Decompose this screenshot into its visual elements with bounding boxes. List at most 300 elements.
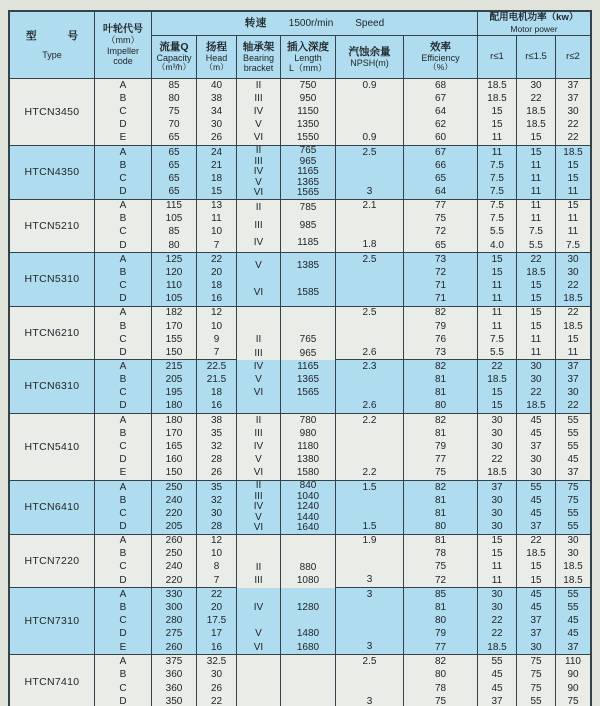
npsh-bottom-value: 2.6 bbox=[362, 400, 377, 412]
impeller-code-cell-value: A bbox=[119, 360, 127, 372]
head-cell bbox=[197, 360, 237, 414]
efficiency-cell-value: 81 bbox=[434, 387, 447, 399]
impeller-code-cell bbox=[95, 414, 152, 481]
power-r1-5-cell-value: 18.5 bbox=[526, 119, 546, 131]
bearing-bracket-cell bbox=[237, 588, 281, 655]
head-cell-value: 8 bbox=[213, 561, 220, 573]
impeller-code-cell-value: C bbox=[119, 280, 127, 292]
capacity-cell-value: 160 bbox=[165, 454, 183, 466]
capacity-cell-value: 330 bbox=[165, 588, 183, 600]
model-name-cell bbox=[10, 200, 95, 254]
npsh-cell bbox=[336, 253, 404, 307]
bearing-bracket-cell bbox=[237, 79, 281, 146]
head-cell bbox=[197, 307, 237, 361]
npsh-bottom-value: 2.2 bbox=[362, 467, 377, 479]
bearing-bracket-cell-value: VI bbox=[253, 187, 264, 199]
insert-length-cell-value bbox=[281, 320, 335, 333]
power-r1-cell-value: 45 bbox=[491, 682, 503, 694]
efficiency-cell-value: 80 bbox=[434, 669, 447, 681]
power-r2-cell bbox=[556, 588, 590, 655]
efficiency-cell-value: 73 bbox=[434, 346, 447, 358]
power-r1-cell bbox=[478, 414, 517, 481]
bearing-bracket-cell-value: II bbox=[255, 146, 262, 157]
power-r2-cell bbox=[556, 307, 590, 361]
power-r1-5-cell bbox=[517, 588, 556, 655]
efficiency-cell bbox=[404, 79, 478, 146]
impeller-code-cell-value: D bbox=[119, 454, 127, 466]
head-cell-value: 22.5 bbox=[206, 360, 227, 372]
head-cell-value: 20 bbox=[210, 266, 223, 278]
model-name-cell bbox=[10, 481, 95, 535]
power-r1-5-cell-value: 55 bbox=[530, 481, 542, 493]
npsh-top-value: 3 bbox=[366, 588, 373, 600]
bearing-bracket-cell-value: V bbox=[255, 260, 262, 272]
capacity-cell-value: 205 bbox=[165, 521, 183, 533]
bearing-bracket-cell-value: VI bbox=[253, 522, 264, 534]
power-r1-cell-value: 7.5 bbox=[490, 159, 504, 171]
efficiency-cell-value: 68 bbox=[434, 79, 447, 91]
impeller-code-cell bbox=[95, 655, 152, 706]
power-r1-5-cell bbox=[517, 360, 556, 414]
insert-length-cell bbox=[281, 200, 336, 254]
impeller-code-cell-value: E bbox=[119, 132, 127, 144]
model-block bbox=[10, 414, 590, 481]
impeller-code-cell-value: D bbox=[119, 293, 127, 305]
efficiency-label-cn: 效率 bbox=[430, 40, 451, 53]
power-r1-5-cell-value: 45 bbox=[530, 588, 542, 600]
power-r2-cell-value: 55 bbox=[567, 414, 579, 426]
power-r1-5-cell-value: 22 bbox=[530, 92, 542, 104]
head-cell-value: 15 bbox=[210, 186, 223, 198]
capacity-cell-value: 120 bbox=[165, 266, 183, 278]
impeller-code-cell-value: C bbox=[119, 172, 127, 184]
impeller-code-cell-value: A bbox=[119, 414, 127, 426]
capacity-cell-value: 182 bbox=[165, 307, 183, 319]
head-cell-value: 21.5 bbox=[206, 374, 227, 386]
efficiency-label-en: Efficiency bbox=[421, 52, 460, 63]
bearing-bracket-cell bbox=[237, 307, 281, 361]
bearing-bracket-cell-value: V bbox=[255, 119, 262, 131]
power-r1-cell-value: 15 bbox=[491, 119, 503, 131]
bearing-bracket-cell-value: IV bbox=[253, 601, 264, 613]
power-r1-5-cell-value: 75 bbox=[530, 669, 542, 681]
capacity-cell-value: 205 bbox=[165, 374, 183, 386]
bearing-bracket-cell bbox=[237, 253, 281, 307]
head-cell-value: 16 bbox=[210, 641, 223, 653]
bearing-bracket-cell-value: IV bbox=[253, 237, 264, 249]
impeller-code-cell-value: B bbox=[119, 92, 127, 104]
efficiency-cell-value: 82 bbox=[434, 481, 447, 493]
npsh-top-value: 2.5 bbox=[362, 253, 377, 265]
insert-length-cell-value bbox=[281, 307, 335, 320]
power-r1-5-cell bbox=[517, 79, 556, 146]
efficiency-cell-value: 72 bbox=[434, 574, 447, 586]
head-cell-value: 22 bbox=[210, 696, 223, 706]
capacity-cell-value: 260 bbox=[165, 535, 183, 547]
power-r1-5-cell-value: 75 bbox=[530, 655, 542, 667]
motor-power-label-en: Motor power bbox=[510, 23, 558, 34]
power-r1-cell-value: 11 bbox=[491, 561, 503, 573]
capacity-cell-value: 275 bbox=[165, 628, 183, 640]
efficiency-cell-value: 81 bbox=[434, 427, 447, 439]
capacity-cell-value: 170 bbox=[165, 320, 183, 332]
efficiency-cell-value: 81 bbox=[434, 494, 447, 506]
power-r1-5-cell-value: 7.5 bbox=[529, 226, 543, 238]
efficiency-cell-value: 82 bbox=[434, 655, 447, 667]
capacity-cell-value: 85 bbox=[168, 226, 180, 238]
power-r1-5-cell-value: 18.5 bbox=[526, 266, 546, 278]
capacity-cell-value: 220 bbox=[165, 507, 183, 519]
power-r2-cell-value: 22 bbox=[567, 132, 579, 144]
npsh-top-value: 2.5 bbox=[362, 655, 377, 667]
npsh-cell bbox=[336, 79, 404, 146]
insert-length-cell-value: 1440 bbox=[296, 511, 320, 523]
model-name-cell bbox=[10, 146, 95, 200]
insert-length-cell bbox=[281, 414, 336, 481]
power-r1-cell-value: 18.5 bbox=[487, 374, 507, 386]
power-r2-cell-value: 15 bbox=[567, 200, 579, 212]
capacity-cell-value: 240 bbox=[165, 561, 183, 573]
npsh-cell bbox=[336, 414, 404, 481]
efficiency-cell bbox=[404, 307, 478, 361]
capacity-cell-value: 150 bbox=[165, 346, 183, 358]
insert-length-cell-value: 1365 bbox=[296, 176, 320, 188]
head-cell bbox=[197, 535, 237, 589]
power-r2-cell-value: 22 bbox=[567, 307, 579, 319]
power-r1-cell-value: 37 bbox=[491, 481, 503, 493]
capacity-cell-value: 80 bbox=[168, 239, 180, 251]
head-cell-value: 26 bbox=[210, 467, 223, 479]
power-r1-cell-value: 30 bbox=[491, 494, 503, 506]
efficiency-cell-value: 80 bbox=[434, 400, 447, 412]
power-r1-cell-value: 7.5 bbox=[490, 186, 504, 198]
power-r1-cell-value: 30 bbox=[491, 507, 503, 519]
power-r1-5-cell bbox=[517, 253, 556, 307]
insert-length-cell bbox=[281, 360, 336, 414]
bearing-bracket-cell-value bbox=[237, 535, 280, 548]
impeller-code-cell-value: B bbox=[119, 320, 127, 332]
insert-length-cell bbox=[281, 481, 336, 535]
power-r1-cell-value: 18.5 bbox=[487, 641, 507, 653]
npsh-cell bbox=[336, 307, 404, 361]
insert-length-cell-value: 1385 bbox=[296, 260, 320, 272]
impeller-code-cell-value: A bbox=[119, 535, 127, 547]
efficiency-cell-value: 78 bbox=[434, 548, 447, 560]
head-cell-value: 17 bbox=[210, 628, 223, 640]
npsh-top-value: 2.5 bbox=[362, 307, 377, 319]
efficiency-cell-value: 77 bbox=[434, 200, 447, 212]
bearing-bracket-cell-value bbox=[237, 400, 280, 413]
head-cell bbox=[197, 655, 237, 706]
power-r1-cell-value: 15 bbox=[491, 387, 503, 399]
capacity-cell bbox=[152, 360, 197, 414]
efficiency-cell-value: 79 bbox=[434, 628, 447, 640]
impeller-code-cell-value: A bbox=[119, 79, 127, 91]
bearing-bracket-cell-value: VI bbox=[253, 641, 264, 653]
capacity-cell-value: 155 bbox=[165, 333, 183, 345]
bearing-bracket-cell-value: V bbox=[255, 511, 262, 523]
impeller-code-cell-value: A bbox=[119, 655, 127, 667]
power-r2-cell-value: 18.5 bbox=[563, 561, 583, 573]
head-cell-value: 30 bbox=[210, 669, 223, 681]
impeller-code-cell-value: B bbox=[119, 548, 127, 560]
power-r1-5-cell-value: 37 bbox=[530, 440, 542, 452]
bearing-bracket-cell-value: III bbox=[254, 219, 263, 231]
power-r1-5-cell-value: 11 bbox=[530, 333, 542, 345]
column-header-npsh bbox=[336, 36, 404, 78]
head-cell-value: 17.5 bbox=[206, 615, 227, 627]
impeller-code-cell-value: C bbox=[119, 226, 127, 238]
insert-length-cell bbox=[281, 307, 336, 361]
insert-length-cell-value: 1565 bbox=[296, 387, 320, 399]
capacity-cell-value: 260 bbox=[165, 641, 183, 653]
capacity-cell-value: 180 bbox=[165, 414, 183, 426]
capacity-cell bbox=[152, 146, 197, 200]
capacity-cell bbox=[152, 414, 197, 481]
power-r2-cell-value: 37 bbox=[567, 641, 579, 653]
capacity-cell-value: 250 bbox=[165, 481, 183, 493]
capacity-cell-value: 105 bbox=[165, 293, 183, 305]
head-cell-value: 28 bbox=[210, 521, 223, 533]
bearing-bracket-cell-value: VI bbox=[253, 387, 264, 399]
head-cell-value: 38 bbox=[210, 414, 223, 426]
power-r2-cell-value: 22 bbox=[567, 280, 579, 292]
capacity-cell-value: 195 bbox=[165, 387, 183, 399]
head-label-cn: 扬程 bbox=[206, 40, 227, 53]
power-r1-cell-value: 7.5 bbox=[490, 333, 504, 345]
model-name-cell bbox=[10, 79, 95, 146]
speed-label-en: Speed bbox=[355, 17, 385, 29]
power-r2-cell-value: 11 bbox=[567, 213, 579, 225]
insert-length-cell bbox=[281, 253, 336, 307]
impeller-code-cell bbox=[95, 360, 152, 414]
power-r1-5-cell-value: 15 bbox=[530, 574, 542, 586]
power-r2-cell-value: 55 bbox=[567, 588, 579, 600]
efficiency-cell-value: 85 bbox=[434, 588, 447, 600]
power-r1-cell-value: 15 bbox=[491, 266, 503, 278]
power-r2-cell-value: 11 bbox=[567, 346, 579, 358]
insert-length-cell bbox=[281, 79, 336, 146]
capacity-cell bbox=[152, 535, 197, 589]
efficiency-cell-value: 79 bbox=[434, 320, 447, 332]
power-r2-cell bbox=[556, 655, 590, 706]
npsh-bottom-value: 1.8 bbox=[362, 239, 377, 251]
capacity-cell bbox=[152, 79, 197, 146]
head-cell-value: 16 bbox=[210, 400, 223, 412]
bearing-bracket-cell-value: V bbox=[255, 454, 262, 466]
insert-length-cell-value: 1040 bbox=[296, 490, 320, 502]
model-name: HTCN3450 bbox=[24, 105, 80, 118]
model-name: HTCN5210 bbox=[24, 219, 80, 232]
efficiency-cell-value: 80 bbox=[434, 615, 447, 627]
head-cell-value: 34 bbox=[210, 106, 223, 117]
head-cell-value: 28 bbox=[210, 454, 223, 466]
efficiency-cell-value: 81 bbox=[434, 535, 447, 547]
efficiency-cell bbox=[404, 253, 478, 307]
power-r2-cell bbox=[556, 146, 590, 200]
column-header-r2 bbox=[556, 36, 590, 78]
power-r2-cell bbox=[556, 200, 590, 254]
insert-length-cell-value: 1680 bbox=[296, 641, 320, 653]
capacity-cell bbox=[152, 253, 197, 307]
model-block bbox=[10, 146, 590, 200]
impeller-code-cell-value: C bbox=[119, 615, 127, 627]
column-header-head bbox=[197, 36, 237, 78]
bearing-bracket-cell-value: VI bbox=[253, 467, 264, 479]
insert-length-cell-value: 840 bbox=[299, 480, 317, 492]
insert-length-cell-value: 1565 bbox=[296, 187, 320, 199]
npsh-bottom-value: 3 bbox=[366, 696, 373, 706]
head-cell bbox=[197, 79, 237, 146]
head-cell-value: 22 bbox=[210, 253, 223, 265]
capacity-cell bbox=[152, 655, 197, 706]
efficiency-cell-value: 82 bbox=[434, 414, 447, 426]
power-r1-5-cell-value: 30 bbox=[530, 79, 542, 91]
head-cell-value: 7 bbox=[213, 574, 220, 586]
insert-length-cell-value: 965 bbox=[299, 347, 317, 359]
r1-label: r≤1 bbox=[490, 50, 504, 62]
head-cell-value: 38 bbox=[210, 92, 223, 104]
power-r1-5-cell-value: 45 bbox=[530, 601, 542, 613]
impeller-code-cell bbox=[95, 200, 152, 254]
power-r1-cell bbox=[478, 79, 517, 146]
efficiency-cell-value: 75 bbox=[434, 467, 447, 479]
bearing-label-en2: bracket bbox=[243, 63, 274, 74]
model-name: HTCN7310 bbox=[24, 614, 80, 627]
power-r1-cell-value: 15 bbox=[491, 253, 503, 265]
capacity-cell-value: 375 bbox=[165, 655, 183, 667]
capacity-cell-value: 350 bbox=[165, 696, 183, 706]
insert-length-cell-value: 785 bbox=[299, 202, 317, 214]
bearing-bracket-cell-value bbox=[237, 588, 280, 601]
efficiency-cell-value: 60 bbox=[434, 132, 447, 144]
capacity-cell-value: 65 bbox=[168, 146, 180, 158]
model-name-cell bbox=[10, 535, 95, 589]
npsh-cell bbox=[336, 481, 404, 535]
bearing-bracket-cell-value: II bbox=[255, 79, 262, 91]
power-r2-cell-value: 90 bbox=[567, 669, 579, 681]
model-block bbox=[10, 360, 590, 414]
impeller-code-cell bbox=[95, 146, 152, 200]
head-cell-value: 32 bbox=[210, 440, 223, 452]
impeller-code-cell-value: B bbox=[119, 669, 127, 681]
power-r2-cell-value: 55 bbox=[567, 507, 579, 519]
bearing-bracket-cell-value: II bbox=[255, 414, 262, 426]
power-r1-cell bbox=[478, 253, 517, 307]
impeller-code-cell-value: B bbox=[119, 159, 127, 171]
npsh-cell bbox=[336, 655, 404, 706]
bearing-bracket-cell-value bbox=[237, 307, 280, 320]
model-name: HTCN5410 bbox=[24, 440, 80, 453]
insert-length-cell-value: 1580 bbox=[296, 467, 320, 479]
bearing-bracket-cell-value: V bbox=[255, 374, 262, 386]
head-cell bbox=[197, 200, 237, 254]
power-r1-5-cell-value: 45 bbox=[530, 414, 542, 426]
power-r1-cell-value: 7.5 bbox=[490, 213, 504, 225]
head-cell-value: 7 bbox=[213, 346, 220, 358]
capacity-cell-value: 125 bbox=[165, 253, 183, 265]
power-r2-cell-value: 37 bbox=[567, 467, 579, 479]
npsh-top-value: 2.2 bbox=[362, 414, 377, 426]
motor-power-label-cn: 配用电机功率（kw） bbox=[489, 12, 579, 23]
power-r1-cell bbox=[478, 146, 517, 200]
efficiency-cell-value: 78 bbox=[434, 682, 447, 694]
impeller-code-cell-value: D bbox=[119, 628, 127, 640]
power-r1-cell-value: 11 bbox=[491, 132, 503, 144]
bearing-bracket-cell-value bbox=[237, 548, 280, 561]
head-cell-value: 7 bbox=[213, 239, 220, 251]
impeller-code-cell-value: B bbox=[119, 266, 127, 278]
power-r2-cell-value: 30 bbox=[567, 253, 579, 265]
power-r1-cell-value: 11 bbox=[491, 280, 503, 292]
efficiency-cell bbox=[404, 535, 478, 589]
head-cell-value: 18 bbox=[210, 172, 223, 184]
power-r2-cell-value: 15 bbox=[567, 172, 579, 184]
head-cell-value: 20 bbox=[210, 601, 223, 613]
power-r1-cell-value: 22 bbox=[491, 360, 503, 372]
head-cell-value: 18 bbox=[210, 280, 223, 292]
column-header-impeller-code bbox=[95, 12, 152, 78]
insert-length-cell-value: 1365 bbox=[296, 374, 320, 386]
power-r2-cell-value: 30 bbox=[567, 106, 579, 117]
power-r1-cell-value: 7.5 bbox=[490, 200, 504, 212]
model-name-cell bbox=[10, 253, 95, 307]
npsh-top-value: 2.5 bbox=[362, 146, 377, 158]
power-r2-cell-value: 18.5 bbox=[563, 320, 583, 332]
power-r1-cell-value: 30 bbox=[491, 414, 503, 426]
bearing-label-cn: 轴承架 bbox=[242, 40, 275, 53]
power-r1-cell bbox=[478, 588, 517, 655]
column-group-header-motor-power bbox=[478, 12, 590, 36]
power-r1-cell bbox=[478, 655, 517, 706]
impeller-code-cell-value: E bbox=[119, 641, 127, 653]
impeller-code-cell-value: C bbox=[119, 561, 127, 573]
power-r1-5-cell-value: 11 bbox=[530, 200, 542, 212]
power-r1-cell-value: 4.0 bbox=[490, 239, 504, 251]
power-r1-cell-value: 15 bbox=[491, 535, 503, 547]
bearing-bracket-cell-value: III bbox=[254, 427, 263, 439]
head-cell-value: 22 bbox=[210, 588, 223, 600]
model-name-cell bbox=[10, 655, 95, 706]
power-r1-5-cell-value: 15 bbox=[530, 561, 542, 573]
insert-length-cell-value: 1550 bbox=[296, 132, 320, 144]
impeller-code-cell-value: A bbox=[119, 588, 127, 600]
npsh-bottom-value: 3 bbox=[366, 641, 373, 653]
power-r1-cell bbox=[478, 307, 517, 361]
model-name-cell bbox=[10, 360, 95, 414]
power-r1-5-cell-value: 22 bbox=[530, 387, 542, 399]
npsh-bottom-value: 0.9 bbox=[362, 132, 377, 144]
efficiency-cell-value: 82 bbox=[434, 360, 447, 372]
bearing-bracket-cell bbox=[237, 481, 281, 535]
power-r1-5-cell-value: 22 bbox=[530, 535, 542, 547]
insert-length-cell-value bbox=[281, 535, 335, 548]
power-r2-cell-value: 11 bbox=[567, 186, 579, 198]
insert-length-cell-value: 965 bbox=[299, 155, 317, 167]
capacity-cell bbox=[152, 481, 197, 535]
model-block bbox=[10, 253, 590, 307]
speed-value: 1500r/min bbox=[288, 17, 334, 29]
impeller-code-cell-value: A bbox=[119, 200, 127, 212]
efficiency-cell-value: 71 bbox=[434, 280, 447, 292]
power-r2-cell bbox=[556, 253, 590, 307]
capacity-cell-value: 240 bbox=[165, 494, 183, 506]
impeller-code-cell-value: C bbox=[119, 682, 127, 694]
npsh-bottom-value: 2.6 bbox=[362, 346, 377, 358]
column-header-length bbox=[281, 36, 336, 78]
impeller-code-cell-value: C bbox=[119, 387, 127, 399]
bearing-bracket-cell-value: III bbox=[254, 490, 263, 502]
